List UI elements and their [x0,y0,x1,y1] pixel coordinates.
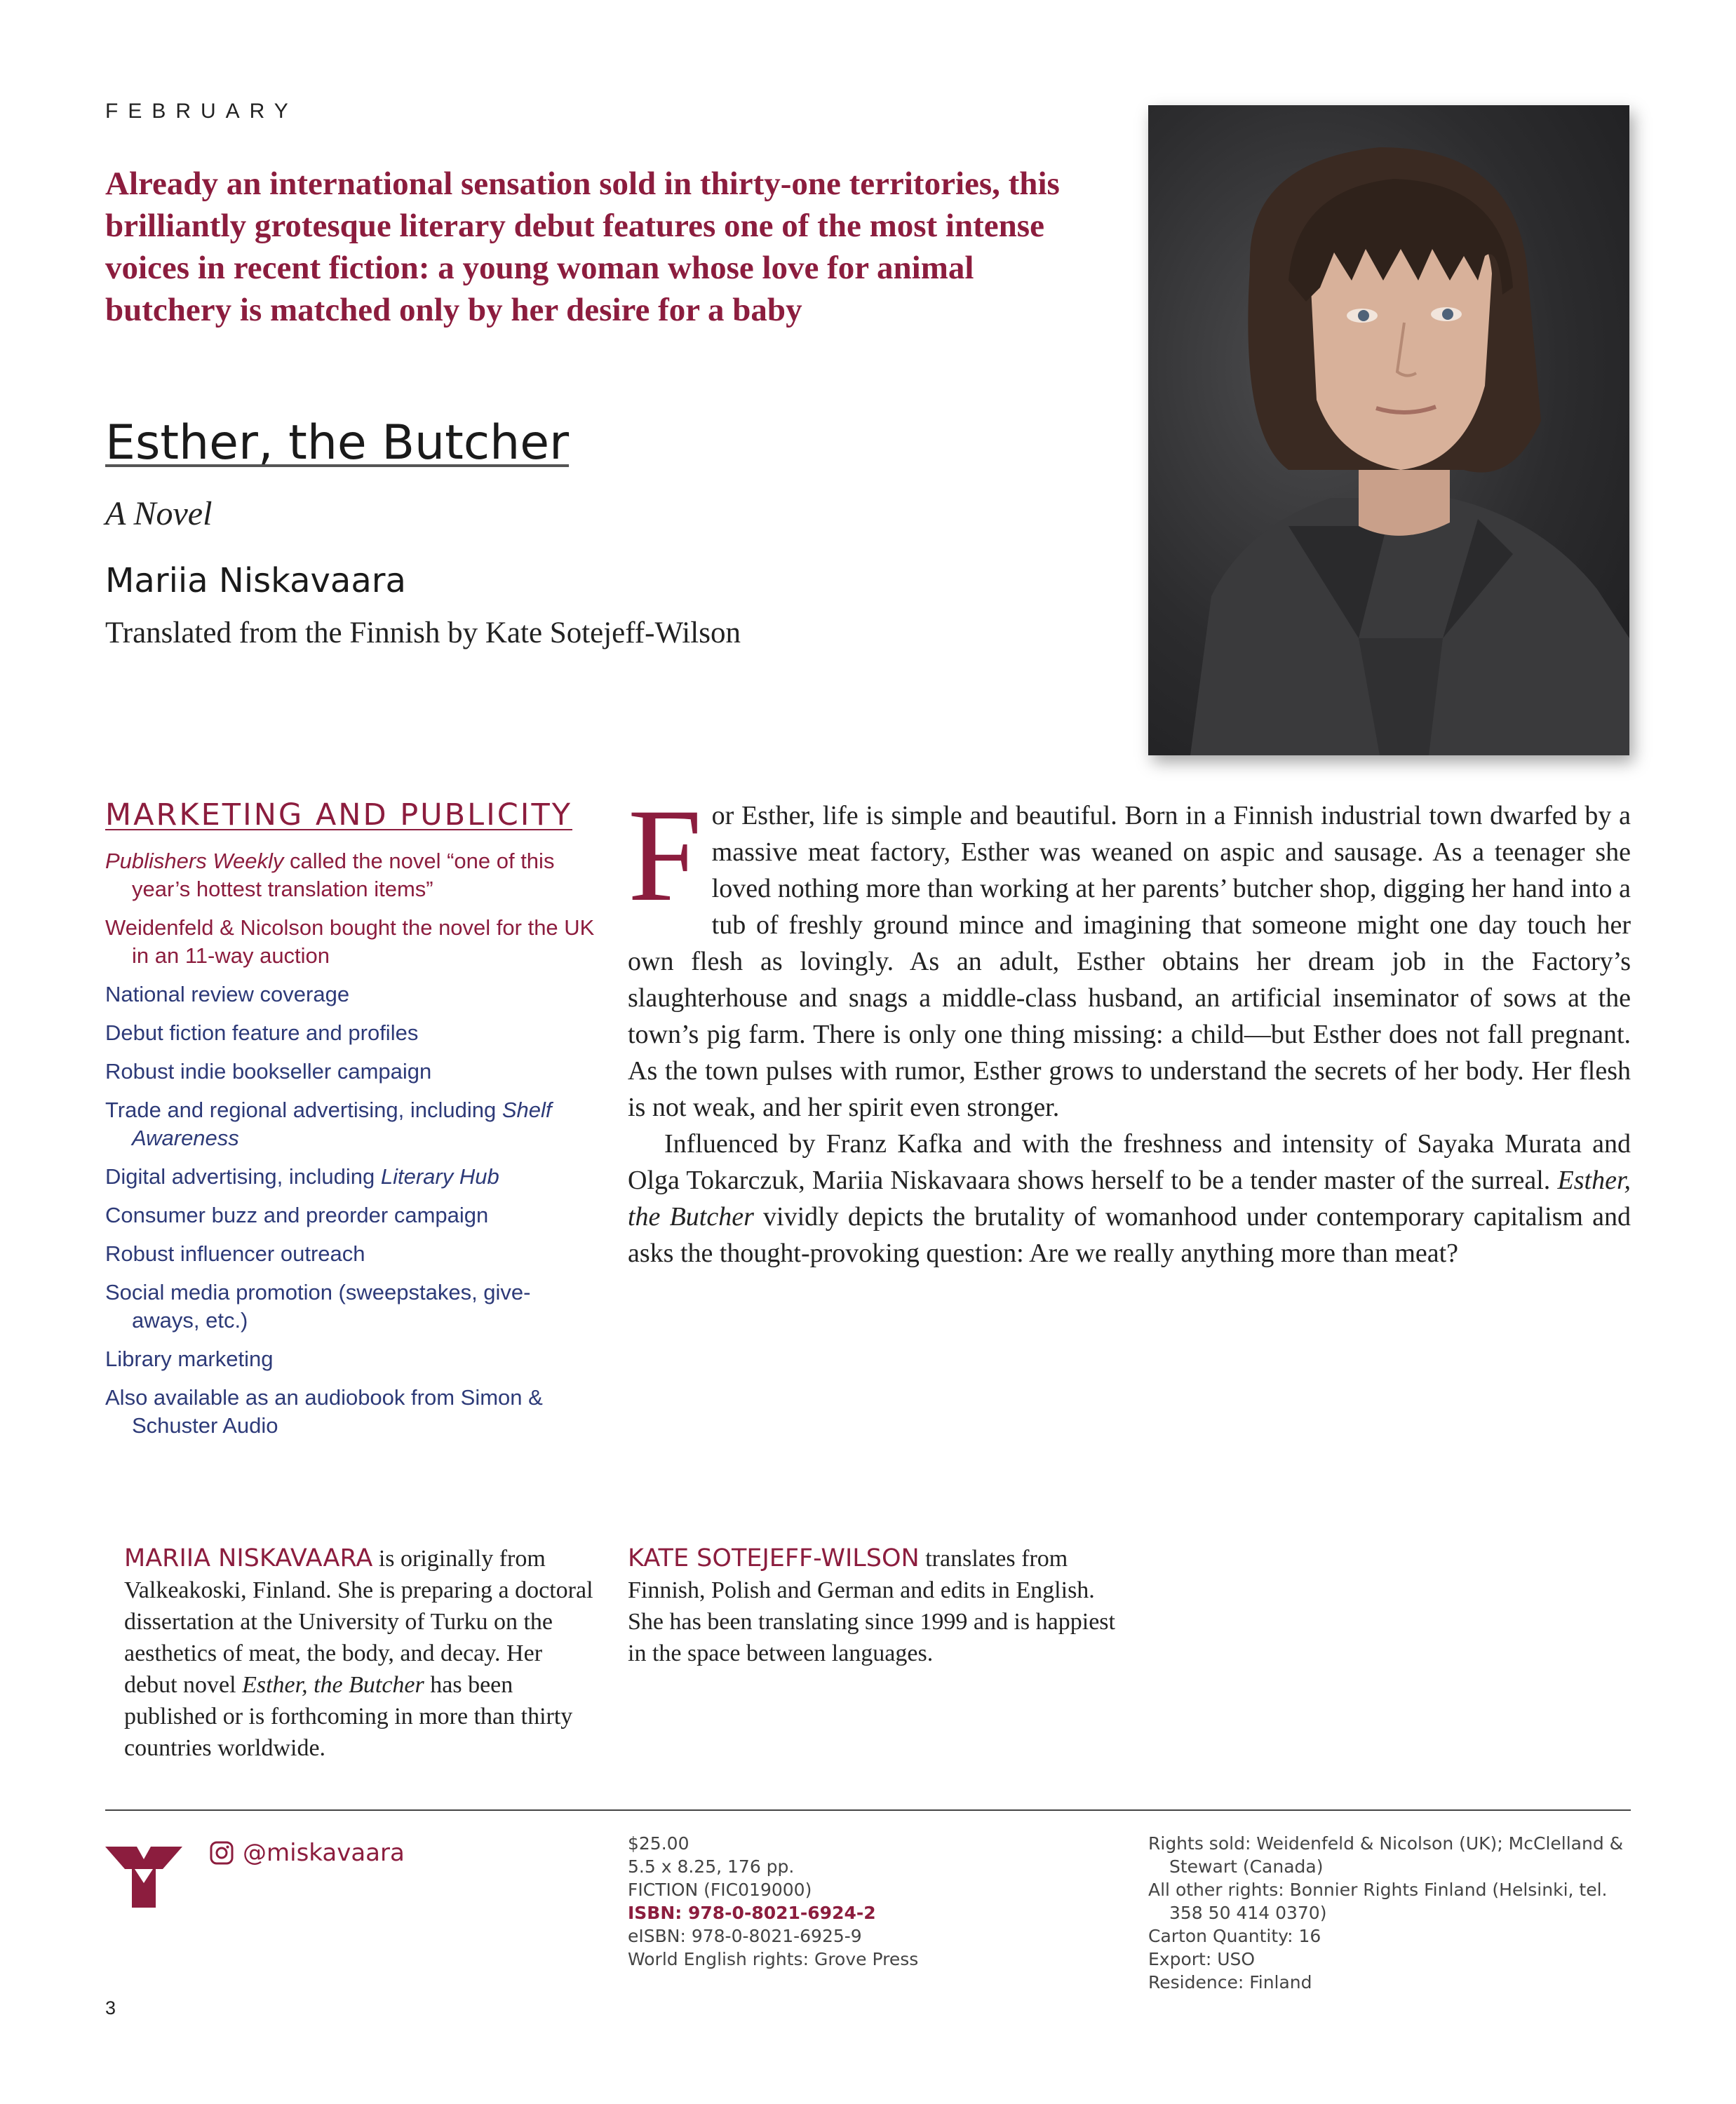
book-description [628,782,1631,1272]
list-item: National review coverage [105,982,350,1006]
month-label: FEBRUARY [105,100,298,123]
format: 5.5 x 8.25, 176 pp. [628,1856,795,1877]
instagram-handle[interactable] [209,1839,405,1867]
page-number: 3 [105,1997,116,2018]
list-item: Publishers Weekly called the novel “one of this year’s hottest translation items” [105,849,555,901]
author-name: Mariia Niskavaara [105,561,406,600]
translator-bio-name: KATE SOTEJEFF-WILSON [628,1544,920,1572]
rights-info [1148,1832,1632,1994]
author-bio-name: MARIIA NISKAVAARA [124,1544,373,1572]
list-item: Also available as an audiobook from Simon & Schuster Audio [105,1385,543,1438]
eisbn: eISBN: 978-0-8021-6925-9 [628,1926,862,1946]
carton-quantity: Carton Quantity: 16 [1148,1926,1321,1946]
marketing-heading: MARKETING AND PUBLICITY [105,797,573,832]
book-subtitle: A Novel [105,495,213,532]
export: Export: USO [1148,1949,1256,1969]
rights-sold: Rights sold: Weidenfeld & Nicolson (UK); McClelland & Stewart (Canada) [1148,1833,1624,1877]
drop-cap: F [628,782,702,929]
author-bio: MARIIA NISKAVAARA is originally from Valkeakoski, Finland. She is preparing a doctoral dissertation at the University of Turku on the aesthetics of meat, the body, and decay. Her debut novel Esther, the Butcher has been published or is forthcoming in more than thirty countries worldwide. [124,1544,593,1761]
category: FICTION (FIC019000) [628,1880,812,1900]
list-item: Robust indie bookseller campaign [105,1059,432,1084]
list-item: Library marketing [105,1347,274,1371]
description-paragraph-2: Influenced by Franz Kafka and with the freshness and intensity of Sayaka Murata and Olga Tokarczuk, Mariia Niskavaara shows herself to be a tender master of the surreal. Esther, the Butcher vividly depicts the brutality of womanhood under contemporary capitalism and asks the thought-provoking question: Are we really anything more than meat? [628,1129,1631,1268]
price: $25.00 [628,1833,689,1854]
marketing-list [105,847,596,1450]
book-specs [628,1832,1119,1971]
author-portrait-illustration [1148,105,1629,755]
list-item: Trade and regional advertising, including Shelf Awareness [105,1098,552,1150]
description-paragraph-1: For Esther, life is simple and beautiful. Born in a Finnish industrial town dwarfed by a massive meat factory, Esther was weaned on aspic and sausage. As a teenager she loved nothing more than working at her parents’ butcher shop, digging her hand into a tub of freshly ground mince and imagining that someone might one day touch her own flesh as lovingly. As an adult, Esther obtains her dream job in the Factory’s slaughterhouse and snags a middle-class husband, an artificial inseminator of sows at the town’s pig farm. There is only one thing missing: a child—but Esther does not fall pregnant. As the town pulses with rumor, Esther grows to understand the secrets of her body. Her flesh is not weak, and her spirit even stronger. [628,782,1631,1122]
translator-bio: KATE SOTEJEFF-WILSON translates from Finnish, Polish and German and edits in English. She has been translating since 1999 and is happiest in the space between languages. [628,1544,1115,1666]
world-rights: World English rights: Grove Press [628,1949,919,1969]
list-item: Robust influencer outreach [105,1241,365,1266]
list-item: Digital advertising, including Literary Hub [105,1164,499,1189]
isbn: ISBN: 978-0-8021-6924-2 [628,1903,876,1923]
author-photo [1148,105,1629,755]
tagline: Already an international sensation sold in thirty-one territories, this brilliantly grotesque literary debut features one of the most intense voices in recent fiction: a young woman whose love for animal butchery is matched only by her desire for a baby [105,166,1060,328]
instagram-icon [209,1840,234,1866]
footer-divider [105,1809,1631,1811]
list-item: Weidenfeld & Nicolson bought the novel for the UK in an 11-way auction [105,915,595,968]
book-title: Esther, the Butcher [105,415,570,471]
list-item: Debut fiction feature and profiles [105,1020,419,1045]
list-item: Social media promotion (sweepstakes, give-aways, etc.) [105,1280,531,1333]
translator-credit: Translated from the Finnish by Kate Sotejeff-Wilson [105,616,741,649]
instagram-handle-text: @miskavaara [243,1839,405,1867]
other-rights: All other rights: Bonnier Rights Finland (Helsinki, tel. 358 50 414 0370) [1148,1880,1608,1923]
residence: Residence: Finland [1148,1972,1312,1992]
list-item: Consumer buzz and preorder campaign [105,1203,489,1227]
grove-press-logo-icon [105,1841,182,1908]
